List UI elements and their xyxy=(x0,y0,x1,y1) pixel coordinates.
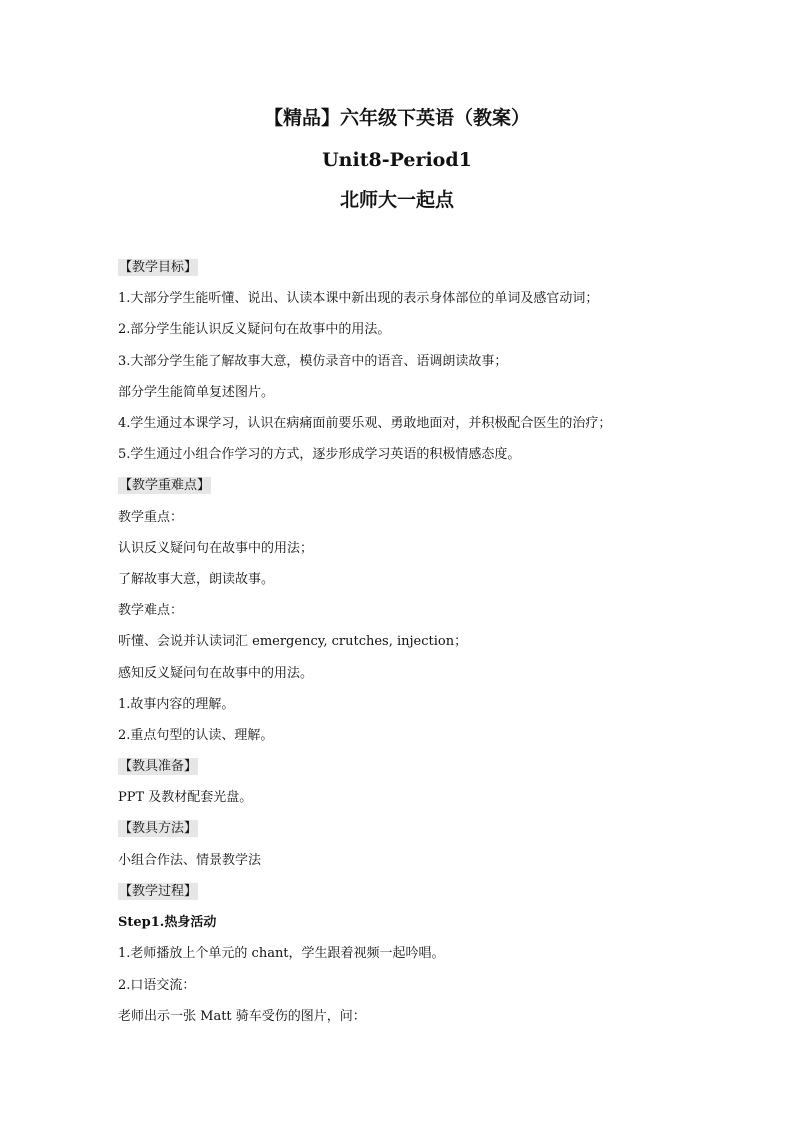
step1-item-2: 2.口语交流： xyxy=(118,978,196,993)
goal-item-5: 5.学生通过小组合作学习的方式，逐步形成学习英语的积极情感态度。 xyxy=(118,447,521,462)
keypoint-item-1: 认识反义疑问句在故事中的用法； xyxy=(118,541,314,556)
difficulty-item-3: 1.故事内容的理解。 xyxy=(118,697,235,712)
section-heading-keypoints xyxy=(118,477,211,495)
document-publisher: 北师大一起点 xyxy=(339,189,454,211)
document-title: 【精品】六年级下英语（教案） xyxy=(263,107,530,129)
difficulty-item-2: 感知反义疑问句在故事中的用法。 xyxy=(118,666,314,681)
goals-heading: 【教学目标】 xyxy=(119,260,198,275)
difficulty-item-4: 2.重点句型的认读、理解。 xyxy=(118,728,274,743)
document-subtitle: Unit8-Period1 xyxy=(322,149,472,171)
step1-title: Step1.热身活动 xyxy=(118,915,217,930)
step1-item-1: 1.老师播放上个单元的 chant，学生跟着视频一起吟唱。 xyxy=(118,946,445,961)
keypoints-heading: 【教学重难点】 xyxy=(119,478,211,493)
goal-item-3: 3.大部分学生能了解故事大意，模仿录音中的语音、语调朗读故事； xyxy=(118,354,508,369)
difficulties-label: 教学难点： xyxy=(118,603,184,618)
goal-item-2: 2.部分学生能认识反义疑问句在故事中的用法。 xyxy=(118,322,391,337)
difficulty-item-1: 听懂、会说并认读词汇 emergency, crutches, injection； xyxy=(118,634,468,649)
goal-item-1: 1.大部分学生能听懂、说出、认读本课中新出现的表示身体部位的单词及感官动词； xyxy=(118,291,599,306)
methods-text: 小组合作法、情景教学法 xyxy=(118,853,262,868)
materials-heading: 【教具准备】 xyxy=(119,759,198,774)
section-heading-methods xyxy=(118,820,198,838)
section-heading-materials xyxy=(118,758,198,776)
keypoints-label: 教学重点： xyxy=(118,510,184,525)
materials-text: PPT 及教材配套光盘。 xyxy=(118,790,253,805)
section-heading-goals xyxy=(118,259,198,277)
step1-item-3: 老师出示一张 Matt 骑车受伤的图片，问： xyxy=(118,1009,366,1024)
methods-heading: 【教具方法】 xyxy=(119,821,198,836)
section-heading-process xyxy=(118,883,198,901)
goal-item-3-continued: 部分学生能简单复述图片。 xyxy=(118,385,275,400)
goal-item-4: 4.学生通过本课学习，认识在病痛面前要乐观、勇敢地面对，并积极配合医生的治疗； xyxy=(118,416,612,431)
keypoint-item-2: 了解故事大意，朗读故事。 xyxy=(118,572,275,587)
process-heading: 【教学过程】 xyxy=(119,884,198,899)
